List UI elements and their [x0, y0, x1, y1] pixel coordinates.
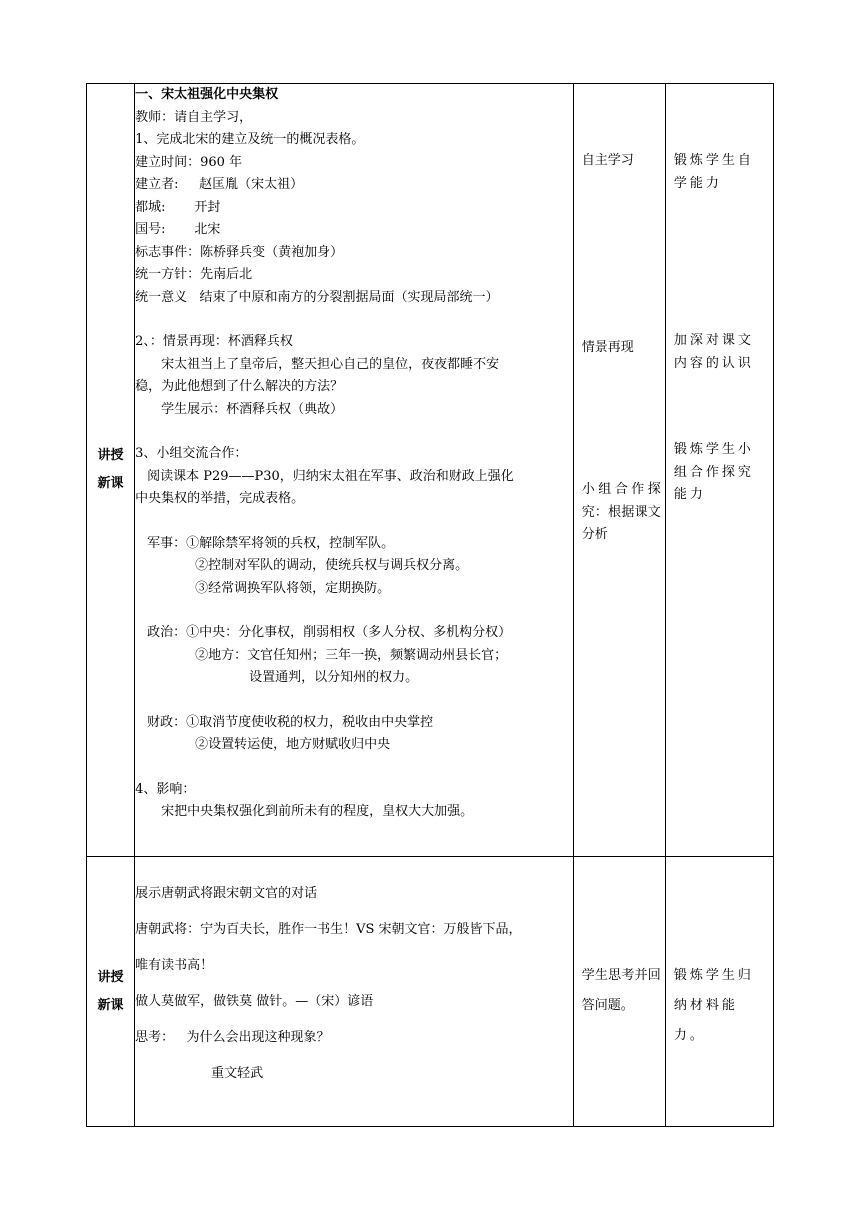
text-line: ③经常调换军队将领，定期换防。 — [195, 580, 391, 596]
text-line: ②地方：文官任知州；三年一换，频繁调动州县长官； — [195, 647, 508, 663]
text-line: 1、完成北宋的建立及统一的概况表格。 — [135, 132, 365, 147]
design-intent-cell — [665, 857, 773, 1127]
text-line: 统一方针：先南后北 — [135, 267, 253, 282]
text-line: 财政：①取消节度使收税的权力，税收由中央掌控 — [147, 714, 434, 730]
text-line: 唯有读书高！ — [135, 958, 214, 973]
text-line: 4、影响： — [135, 781, 196, 797]
text-line: 军事：①解除禁军将领的兵权，控制军队。 — [147, 535, 395, 551]
lesson-plan-table — [86, 83, 774, 1127]
student-activity: 学生思考并回答问题。 — [581, 968, 661, 1013]
section-heading: 一、宋太祖强化中央集权 — [135, 87, 279, 102]
text-line: 统一意义 结束了中原和南方的分裂割据局面（实现局部统一） — [135, 289, 499, 305]
design-intent-cell — [665, 84, 773, 857]
table-row — [87, 857, 774, 1127]
text-line: 2、：情景再现：杯酒释兵权 — [135, 334, 293, 349]
text-line: 都城: 开封 — [135, 199, 221, 215]
text-line: 政治：①中央：分化事权，削弱相权（多人分权、多机构分权） — [147, 625, 512, 640]
student-activity-cell — [573, 84, 665, 857]
section-label — [87, 84, 135, 857]
text-line: 唐朝武将：宁为百夫长，胜作一书生！VS 宋朝文官：万般皆下品， — [135, 922, 522, 937]
text-line: 教师：请自主学习， — [135, 109, 253, 125]
text-line: 3、小组交流合作： — [135, 446, 248, 461]
text-line: 宋太祖当上了皇帝后，整天担心自己的皇位，夜夜都睡不安 — [161, 356, 500, 372]
student-activity-cell — [573, 857, 665, 1127]
teaching-content-cell — [135, 857, 574, 1127]
text-line: ②设置转运使，地方财赋收归中央 — [195, 737, 391, 752]
teaching-content-cell — [135, 84, 574, 857]
table-row — [87, 84, 774, 857]
text-line: 建立时间：960 年 — [135, 154, 243, 170]
design-intent-3: 锻炼学生小组合作探究能力 — [673, 442, 754, 502]
text-line: ②控制对军队的调动，使统兵权与调兵权分离。 — [195, 558, 469, 573]
text-line: 做人莫做军，做铁莫 做针。—（宋）谚语 — [135, 994, 374, 1009]
section-label-line1: 讲授 — [97, 448, 124, 463]
student-activity-2: 情景再现 — [581, 340, 634, 355]
text-line: 标志事件：陈桥驿兵变（黄袍加身） — [135, 244, 344, 260]
text-line: 国号: 北宋 — [135, 222, 221, 237]
text-line: 重文轻武 — [211, 1066, 264, 1081]
section-label-line2: 新课 — [97, 997, 124, 1013]
student-activity-3: 小组合作探究：根据课文分析 — [581, 482, 661, 542]
section-label — [87, 857, 135, 1127]
text-line: 展示唐朝武将跟宋朝文官的对话 — [135, 886, 318, 901]
design-intent: 锻炼学生归纳材料能力。 — [673, 968, 754, 1043]
text-line: 宋把中央集权强化到前所未有的程度，皇权大大加强。 — [161, 804, 474, 819]
student-activity-1: 自主学习 — [581, 153, 634, 168]
section-label-line2: 新课 — [97, 476, 124, 491]
section-label-line1: 讲授 — [97, 969, 124, 985]
text-line: 学生展示：杯酒释兵权（典故） — [161, 401, 344, 417]
design-intent-2: 加深对课文内容的认识 — [673, 333, 754, 371]
text-line: 设置通判，以分知州的权力。 — [249, 670, 419, 685]
text-line: 中央集权的举措，完成表格。 — [135, 491, 305, 506]
text-line: 思考： 为什么会出现这种现象？ — [135, 1030, 330, 1045]
text-line: 建立者: 赵匡胤（宋太祖） — [135, 177, 304, 192]
lesson-plan-table-wrapper — [86, 83, 774, 1127]
design-intent-1: 锻炼学生自学能力 — [673, 153, 754, 191]
text-line: 稳，为此他想到了什么解决的方法？ — [135, 379, 344, 394]
text-line: 阅读课本 P29——P30，归纳宋太祖在军事、政治和财政上强化 — [147, 468, 514, 484]
